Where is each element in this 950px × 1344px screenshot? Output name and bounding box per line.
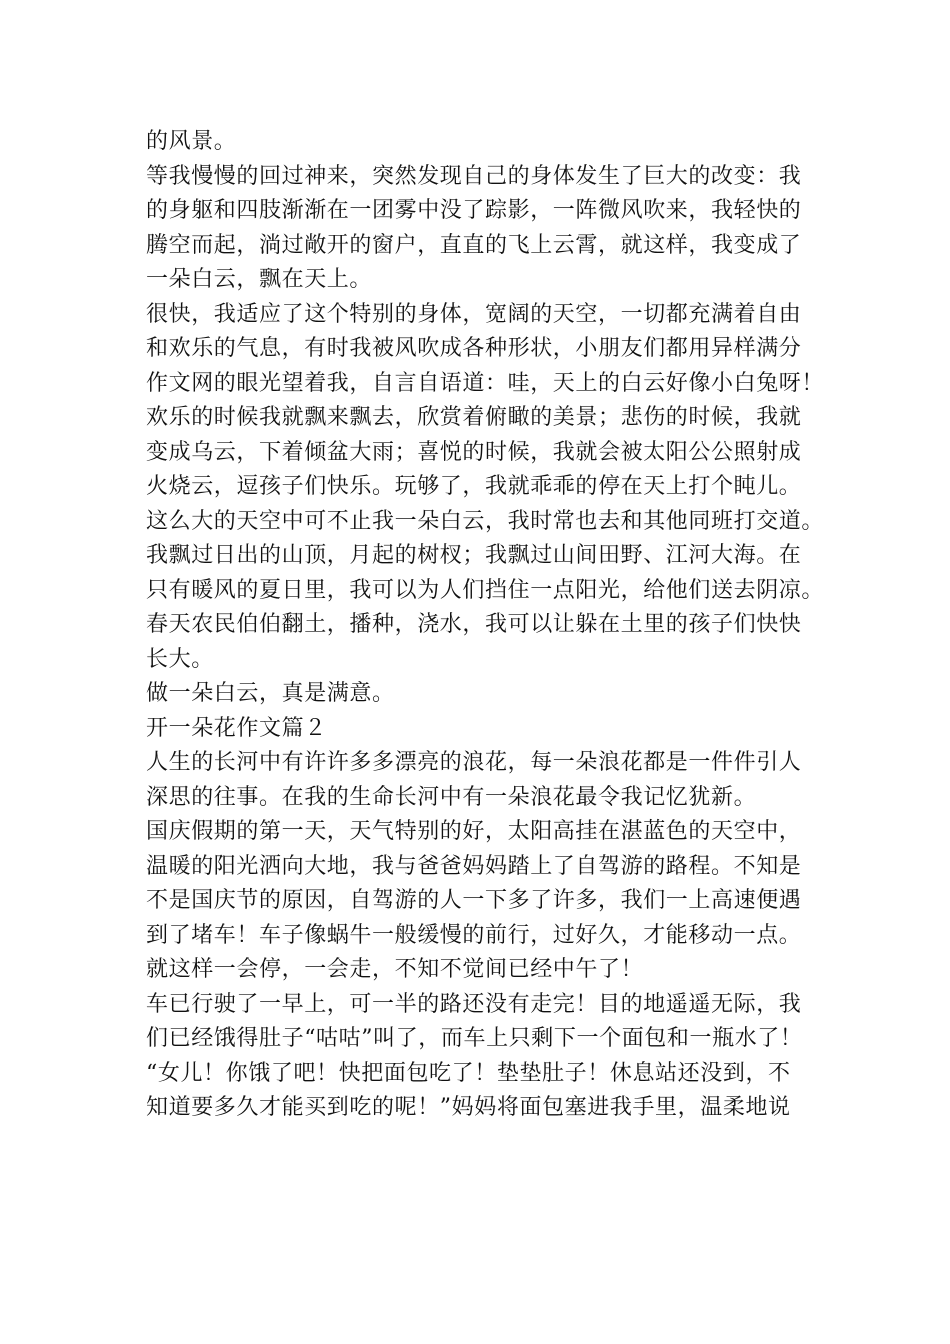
text-line: 的风景。 — [146, 129, 237, 154]
text-line: 欢乐的时候我就飘来飘去，欣赏着俯瞰的美景；悲伤的时候，我就 — [146, 405, 802, 430]
text-line: 长大。 — [146, 646, 214, 672]
text-line: 这么大的天空中可不止我一朵白云，我时常也去和其他同班打交道。 — [146, 508, 825, 534]
text-line: 很快，我适应了这个特别的身体，宽阔的天空，一切都充满着自由 — [146, 301, 802, 327]
text-line: 变成乌云，下着倾盆大雨；喜悦的时候，我就会被太阳公公照射成 — [146, 439, 802, 465]
text-line: 国庆假期的第一天，天气特别的好，太阳高挂在湛蓝色的天空中， — [146, 819, 802, 844]
text-line: 只有暖风的夏日里，我可以为人们挡住一点阳光，给他们送去阴凉。 — [146, 577, 825, 603]
text-line: 深思的往事。在我的生命长河中有一朵浪花最令我记忆犹新。 — [146, 784, 757, 810]
text-line: 和欢乐的气息，有时我被风吹成各种形状，小朋友们都用异样满分 — [146, 336, 802, 361]
text-line: 就这样一会停，一会走，不知不觉间已经中午了！ — [146, 957, 644, 982]
section-heading: 开一朵花作文篇２ — [146, 715, 327, 741]
text-line: 知道要多久才能买到吃的呢！”妈妈将面包塞进我手里，温柔地说 — [146, 1095, 791, 1120]
text-line: 的身躯和四肢渐渐在一团雾中没了踪影，一阵微风吹来，我轻快的 — [146, 198, 802, 223]
text-line: 腾空而起，淌过敞开的窗户，直直的飞上云霄，就这样，我变成了 — [146, 232, 802, 258]
text-line: 们已经饿得肚子“咕咕”叫了，而车上只剩下一个面包和一瓶水了！ — [146, 1026, 803, 1051]
text-line: 作文网的眼光望着我，自言自语道：哇，天上的白云好像小白兔呀！ — [146, 370, 825, 396]
text-line: 春天农民伯伯翻土，播种，浇水，我可以让躲在土里的孩子们快快 — [146, 612, 802, 637]
text-line: 火烧云，逗孩子们快乐。玩够了，我就乖乖的停在天上打个盹儿。 — [146, 474, 802, 499]
text-line: “女儿！你饿了吧！快把面包吃了！垫垫肚子！休息站还没到，不 — [146, 1060, 791, 1086]
text-line: 我飘过日出的山顶，月起的树杈；我飘过山间田野、江河大海。在 — [146, 543, 802, 568]
document-body — [146, 125, 836, 1126]
text-line: 到了堵车！车子像蜗牛一般缓慢的前行，过好久，才能移动一点。 — [146, 922, 802, 948]
text-line: 不是国庆节的原因，自驾游的人一下多了许多，我们一上高速便遇 — [146, 888, 802, 913]
text-line: 等我慢慢的回过神来，突然发现自己的身体发生了巨大的改变：我 — [146, 163, 802, 189]
text-line: 人生的长河中有许许多多漂亮的浪花，每一朵浪花都是一件件引人 — [146, 750, 802, 775]
text-line: 一朵白云，飘在天上。 — [146, 267, 373, 292]
text-line: 车已行驶了一早上，可一半的路还没有走完！目的地遥遥无际，我 — [146, 991, 802, 1017]
text-line: 做一朵白云，真是满意。 — [146, 681, 395, 706]
text-line: 温暖的阳光洒向大地，我与爸爸妈妈踏上了自驾游的路程。不知是 — [146, 853, 802, 879]
